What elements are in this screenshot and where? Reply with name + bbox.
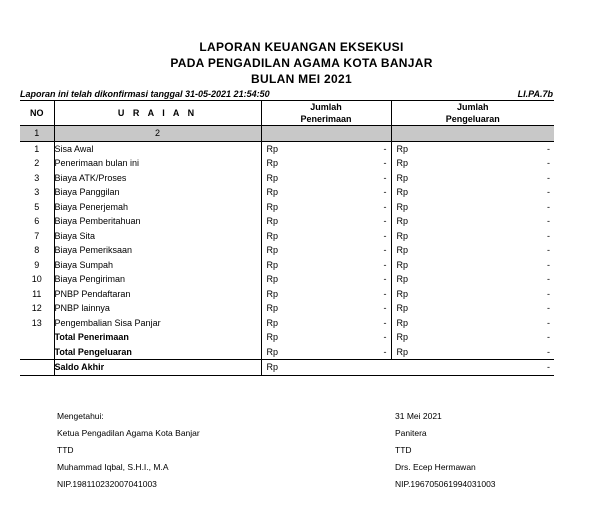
table-row (20, 156, 554, 171)
row-number: 13 (31, 317, 42, 328)
row-number: 3 (34, 172, 40, 183)
pengeluaran-cell (391, 171, 554, 186)
amount-value: - (547, 332, 550, 342)
currency-label: Rp (396, 143, 409, 154)
table-row (20, 258, 554, 273)
currency-label: Rp (396, 216, 409, 226)
row-desc: Sisa Awal (54, 141, 261, 156)
column-number-row (20, 126, 554, 142)
currency-label: Rp (396, 346, 409, 357)
signature-mark: TTD (57, 445, 74, 455)
currency-label: Rp (396, 332, 409, 342)
amount-value: - (547, 362, 550, 372)
saldo-akhir-row (20, 360, 554, 376)
currency-label: Rp (396, 317, 409, 328)
amount-value: - (383, 288, 387, 299)
amount-value: - (547, 274, 550, 284)
row-desc: Biaya Sita (54, 229, 261, 244)
confirmation-note: Laporan ini telah dikonfirmasi tanggal 31-05-2021 21:54:50 (20, 89, 270, 99)
signature-right (395, 408, 496, 493)
penerimaan-cell (261, 185, 391, 200)
signer-position: Ketua Pengadilan Agama Kota Banjar (57, 428, 200, 438)
amount-value: - (547, 143, 550, 154)
amount-value: - (383, 216, 387, 226)
report-code: LI.PA.7b (517, 89, 553, 99)
col-penerimaan-header (261, 101, 391, 126)
currency-label: Rp (266, 362, 279, 372)
col-number-3 (261, 126, 391, 142)
currency-label: Rp (266, 274, 279, 284)
pengeluaran-cell (391, 156, 554, 171)
table-row (20, 287, 554, 302)
currency-label: Rp (396, 274, 409, 284)
row-number: 2 (34, 158, 40, 169)
currency-label: Rp (266, 245, 279, 255)
table-row (20, 141, 554, 156)
amount-value: - (383, 245, 387, 255)
amount-value: - (547, 187, 550, 197)
currency-label: Rp (396, 230, 409, 241)
currency-label: Rp (396, 303, 409, 313)
penerimaan-cell (261, 301, 391, 316)
penerimaan-cell (261, 330, 391, 345)
pengeluaran-cell (391, 141, 554, 156)
currency-label: Rp (266, 143, 279, 154)
report-table (20, 100, 554, 376)
row-number: 12 (31, 303, 42, 314)
saldo-cell (261, 360, 554, 376)
amount-value: - (383, 143, 387, 154)
row-desc: Saldo Akhir (54, 360, 261, 376)
currency-label: Rp (266, 172, 279, 183)
row-desc: Penerimaan bulan ini (54, 156, 261, 171)
table-row (20, 185, 554, 200)
currency-label: Rp (266, 346, 279, 357)
row-desc: Total Penerimaan (54, 330, 261, 345)
penerimaan-cell (261, 229, 391, 244)
table-row (20, 316, 554, 331)
amount-value: - (547, 216, 550, 226)
row-number: 6 (34, 216, 40, 227)
amount-value: - (383, 274, 387, 284)
amount-value: - (547, 230, 550, 241)
amount-value: - (383, 332, 387, 342)
penerimaan-cell (261, 141, 391, 156)
table-row (20, 272, 554, 287)
currency-label: Rp (396, 187, 409, 197)
penerimaan-cell (261, 171, 391, 186)
currency-label: Rp (396, 172, 409, 183)
pengeluaran-cell (391, 301, 554, 316)
currency-label: Rp (266, 259, 279, 270)
pengeluaran-cell (391, 272, 554, 287)
signer-name: Drs. Ecep Hermawan (395, 462, 476, 472)
amount-value: - (547, 288, 550, 299)
currency-label: Rp (266, 187, 279, 197)
row-number: 8 (34, 245, 40, 256)
currency-label: Rp (266, 201, 279, 212)
signer-nip: NIP.196705061994031003 (395, 479, 496, 489)
amount-value: - (383, 201, 387, 212)
penerimaan-cell (261, 316, 391, 331)
amount-value: - (383, 259, 387, 270)
currency-label: Rp (266, 158, 279, 168)
pengeluaran-cell (391, 316, 554, 331)
currency-label: Rp (396, 259, 409, 270)
row-desc: Biaya Pengiriman (54, 272, 261, 287)
col-number-1: 1 (20, 126, 54, 142)
penerimaan-cell (261, 243, 391, 258)
table-header (20, 101, 554, 126)
pengeluaran-cell (391, 258, 554, 273)
signer-nip: NIP.198110232007041003 (57, 479, 157, 489)
total-pengeluaran-row (20, 345, 554, 360)
col-number-4 (391, 126, 554, 142)
table-row (20, 171, 554, 186)
col-pengeluaran-header (391, 101, 554, 126)
signature-left (57, 408, 200, 493)
signer-position: Panitera (395, 428, 427, 438)
row-desc: Biaya Sumpah (54, 258, 261, 273)
row-desc: Biaya Panggilan (54, 185, 261, 200)
table-row (20, 214, 554, 229)
row-number: 5 (34, 201, 40, 212)
amount-value: - (383, 230, 387, 241)
pengeluaran-cell (391, 287, 554, 302)
signer-name: Muhammad Iqbal, S.H.I., M.A (57, 462, 169, 472)
row-desc: PNBP lainnya (54, 301, 261, 316)
amount-value: - (547, 259, 550, 270)
signature-date: 31 Mei 2021 (395, 411, 442, 421)
amount-value: - (547, 346, 550, 357)
currency-label: Rp (266, 303, 279, 313)
amount-value: - (547, 158, 550, 168)
amount-value: - (547, 172, 550, 183)
currency-label: Rp (266, 216, 279, 226)
row-number: 9 (34, 259, 40, 270)
currency-label: Rp (266, 317, 279, 328)
penerimaan-cell (261, 258, 391, 273)
pengeluaran-cell (391, 200, 554, 215)
report-period: BULAN MEI 2021 (251, 72, 352, 86)
row-desc: Total Pengeluaran (54, 345, 261, 360)
report-title: LAPORAN KEUANGAN EKSEKUSI (199, 40, 404, 54)
pengeluaran-cell (391, 330, 554, 345)
penerimaan-cell (261, 272, 391, 287)
currency-label: Rp (396, 201, 409, 212)
total-penerimaan-row (20, 330, 554, 345)
report-subtitle: PADA PENGADILAN AGAMA KOTA BANJAR (170, 56, 433, 70)
pengeluaran-cell (391, 345, 554, 360)
pengeluaran-cell (391, 243, 554, 258)
currency-label: Rp (396, 288, 409, 299)
col-number-2: 2 (54, 126, 261, 142)
penerimaan-cell (261, 200, 391, 215)
amount-value: - (547, 317, 550, 328)
amount-value: - (383, 172, 387, 183)
row-desc: Biaya Pemberitahuan (54, 214, 261, 229)
pengeluaran-cell (391, 214, 554, 229)
pengeluaran-cell (391, 229, 554, 244)
row-desc: Biaya Pemeriksaan (54, 243, 261, 258)
table-row (20, 243, 554, 258)
penerimaan-cell (261, 214, 391, 229)
amount-value: - (547, 245, 550, 255)
amount-value: - (383, 187, 387, 197)
currency-label: Rp (266, 230, 279, 241)
col-penerimaan-line1: Jumlah (310, 102, 342, 112)
penerimaan-cell (261, 345, 391, 360)
currency-label: Rp (396, 245, 409, 255)
currency-label: Rp (266, 288, 279, 299)
row-number: 10 (31, 274, 42, 285)
row-number: 11 (32, 288, 42, 299)
row-number: 3 (34, 187, 40, 198)
pengeluaran-cell (391, 185, 554, 200)
currency-label: Rp (266, 332, 279, 342)
row-number: 7 (34, 230, 40, 241)
row-desc: PNBP Pendaftaran (54, 287, 261, 302)
penerimaan-cell (261, 287, 391, 302)
currency-label: Rp (396, 158, 409, 168)
col-uraian-header: U R A I A N (54, 101, 261, 126)
col-no-header: NO (20, 101, 54, 126)
row-desc: Biaya Penerjemah (54, 200, 261, 215)
col-pengeluaran-line1: Jumlah (456, 102, 489, 112)
amount-value: - (383, 346, 387, 357)
amount-value: - (547, 303, 550, 313)
signature-mark: TTD (395, 445, 412, 455)
row-desc: Biaya ATK/Proses (54, 171, 261, 186)
table-row (20, 301, 554, 316)
col-pengeluaran-line2: Pengeluaran (445, 114, 500, 124)
amount-value: - (383, 303, 387, 313)
penerimaan-cell (261, 156, 391, 171)
acknowledged-label: Mengetahui: (57, 411, 104, 421)
amount-value: - (383, 317, 387, 328)
amount-value: - (547, 201, 550, 212)
col-penerimaan-line2: Penerimaan (300, 114, 352, 124)
table-row (20, 229, 554, 244)
row-number: 1 (34, 143, 40, 154)
amount-value: - (383, 158, 387, 168)
table-row (20, 200, 554, 215)
row-desc: Pengembalian Sisa Panjar (54, 316, 261, 331)
